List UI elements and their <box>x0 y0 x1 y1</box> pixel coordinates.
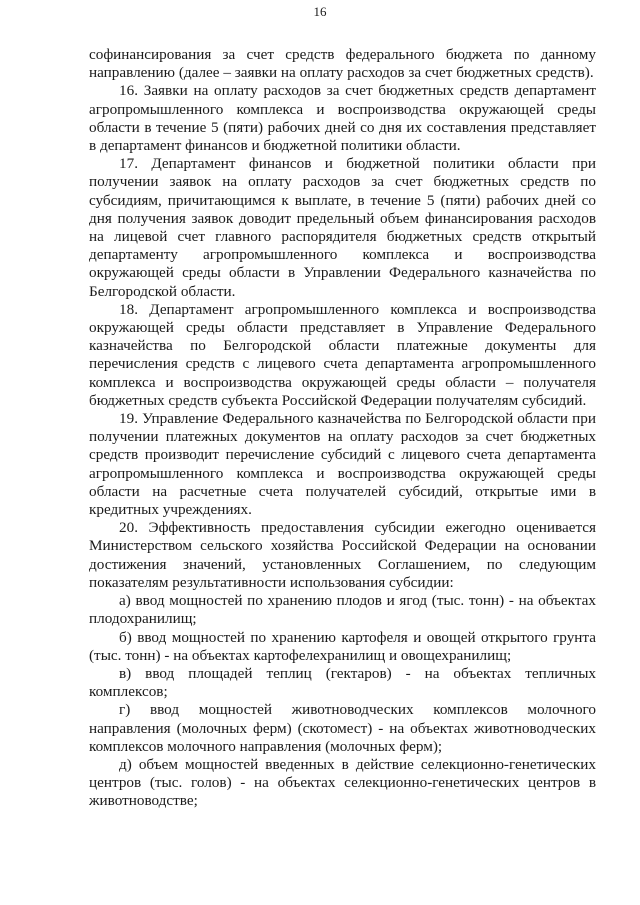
paragraph-18: 18. Департамент агропромышленного комплекса и воспроизводства окружающей среды области представляет в Управление Федерального казначейства по Белгородской области платежные документы для перечисления средств с лицевого счета департамента агропромышленного комплекса и воспроизводства окружающей среды области – получателя бюджетных средств субъекта Российской Федерации получателям субсидий. <box>89 300 596 409</box>
document-body <box>89 46 596 811</box>
paragraph-20: 20. Эффективность предоставления субсидии ежегодно оценивается Министерством сельского хозяйства Российской Федерации на основании достижения значений, установленных Соглашением, по следующим показателям результативности использования субсидии: <box>89 519 596 591</box>
list-item-g: г) ввод мощностей животноводческих комплексов молочного направления (молочных ферм) (скотомест) - на объектах животноводческих комплексов молочного направления (молочных ферм); <box>89 701 596 755</box>
list-item-d: д) объем мощностей введенных в действие селекционно-генетических центров (тыс. голов) - на объектах селекционно-генетических центров в животноводстве; <box>89 755 596 810</box>
paragraph-continuation: софинансирования за счет средств федерального бюджета по данному направлению (далее – заявки на оплату расходов за счет бюджетных средств). <box>89 46 596 82</box>
list-item-a: а) ввод мощностей по хранению плодов и ягод (тыс. тонн) - на объектах плодохранилищ; <box>89 592 596 628</box>
list-item-v: в) ввод площадей теплиц (гектаров) - на объектах тепличных комплексов; <box>89 664 596 701</box>
paragraph-17: 17. Департамент финансов и бюджетной политики области при получении заявок на оплату расходов за счет бюджетных средств по субсидиям, причитающимся к выплате, в течение 5 (пяти) рабочих дней со дня получения заявок доводит предельный объем финансирования расходов на лицевой счет главного распорядителя бюджетных средств открытый департаменту агропромышленного комплекса и воспроизводства окружающей среды области в Управлении Федерального казначейства по Белгородской области. <box>89 155 596 300</box>
list-item-b: б) ввод мощностей по хранению картофеля и овощей открытого грунта (тыс. тонн) - на объектах картофелехранилищ и овощехранилищ; <box>89 628 596 664</box>
paragraph-19: 19. Управление Федерального казначейства по Белгородской области при получении платежных документов на оплату расходов за счет бюджетных средств производит перечисление субсидий с лицевого счета департамента агропромышленного комплекса и воспроизводства окружающей среды области на расчетные счета получателей субсидий, открытые ими в кредитных учреждениях. <box>89 410 596 519</box>
page-number: 16 <box>313 4 327 19</box>
paragraph-16: 16. Заявки на оплату расходов за счет бюджетных средств департамент агропромышленного комплекса и воспроизводства окружающей среды области в течение 5 (пяти) рабочих дней со дня их составления представляет в департамент финансов и бюджетной политики области. <box>89 82 596 155</box>
